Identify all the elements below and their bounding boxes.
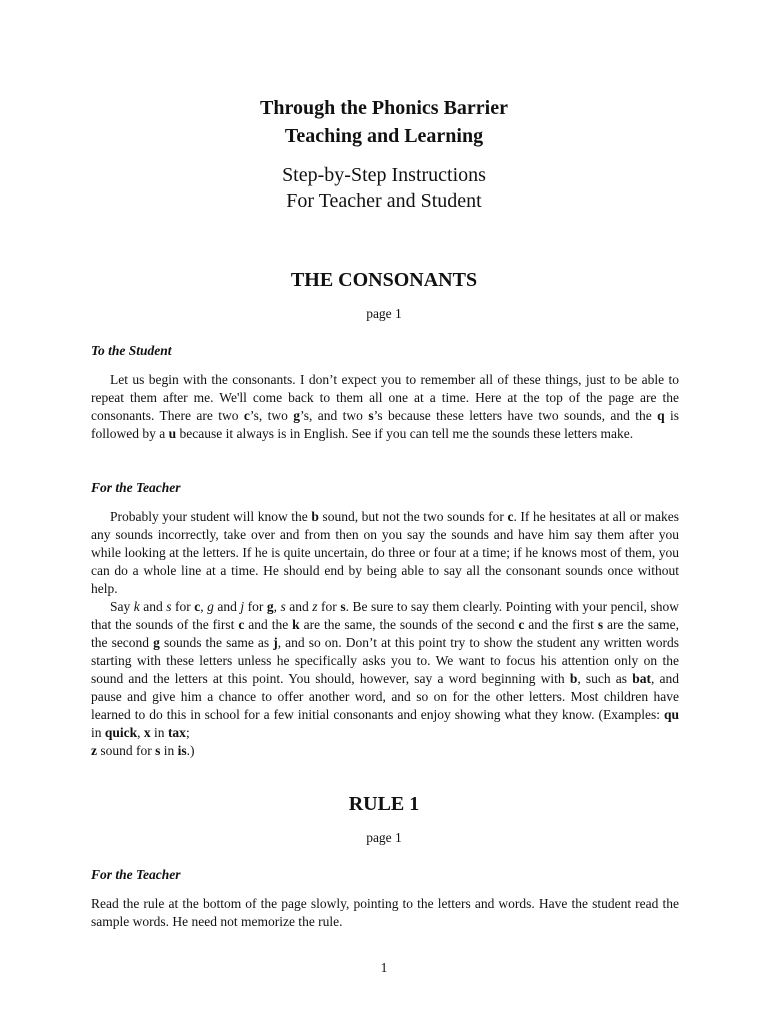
teacher-paragraphs-block bbox=[91, 508, 679, 760]
rule1-heading-block bbox=[0, 793, 768, 816]
consonants-page-ref: page 1 bbox=[366, 306, 402, 321]
student-label-block bbox=[91, 342, 679, 360]
teacher-label-block bbox=[91, 479, 679, 497]
teacher-paragraph-1: Probably your student will know the b sound, but not the two sounds for c. If he hesitates at all or makes any sounds incorrectly, take over and from then on you say the sounds and have him say them after you while looking at the letters. If he is quite uncertain, do three or four at a time; if he knows most of them, you can do a whole line at a time. He should end by being able to say all the consonant sounds once without help. bbox=[91, 509, 679, 596]
rule1-page-ref: page 1 bbox=[366, 830, 402, 845]
rule1-heading: RULE 1 bbox=[348, 793, 420, 815]
rule1-teacher-paragraph: Read the rule at the bottom of the page slowly, pointing to the letters and words. Have the student read the sample words. He need not memorize the rule. bbox=[91, 896, 679, 929]
rule1-page-ref-block bbox=[0, 830, 768, 846]
rule1-teacher-label: For the Teacher bbox=[91, 867, 181, 882]
subtitle-line-1: Step-by-Step Instructions bbox=[282, 164, 486, 186]
student-paragraph: Let us begin with the consonants. I don’t expect you to remember all of these things, just to be able to repeat them after me. We'll come back to them all one at a time. Here at the top of the page are the consonants. There are two c’s, two g’s, and two s’s because these letters have two sounds, and the q is followed by a u because it always is in English. See if you can tell me the sounds these letters make. bbox=[91, 372, 679, 441]
subtitle-line-2: For Teacher and Student bbox=[286, 190, 482, 212]
title-line-2: Teaching and Learning bbox=[284, 125, 484, 147]
student-paragraph-block bbox=[91, 371, 679, 443]
document-subtitle bbox=[0, 162, 768, 214]
consonants-heading-block bbox=[0, 269, 768, 292]
consonants-page-ref-block bbox=[0, 306, 768, 322]
rule1-paragraph-block bbox=[91, 895, 679, 931]
document-title bbox=[0, 94, 768, 150]
teacher-paragraph-2: Say k and s for c, g and j for g, s and z for s. Be sure to say them clearly. Pointing with your pencil, show that the sounds of the first c and the k are the same, the sounds of the second c and the first s are the same, the second g sounds the same as j, and so on. Don’t at this point try to show the student any written words starting with these letters unless he specifically asks you to. We want to focus his attention only on the sound and the letters at this point. You should, however, say a word beginning with b, such as bat, and pause and give him a chance to offer another word, and so on for the other letters. Most children have learned to do this in school for a few initial consonants and enjoy showing what they know. (Examples: qu in quick, x in tax; z sound for s in is.) bbox=[91, 599, 680, 758]
student-label: To the Student bbox=[91, 343, 172, 358]
consonants-heading: THE CONSONANTS bbox=[290, 269, 478, 291]
page-number: 1 bbox=[380, 960, 388, 975]
teacher-label: For the Teacher bbox=[91, 480, 181, 495]
title-line-1: Through the Phonics Barrier bbox=[260, 97, 508, 119]
rule1-teacher-label-block bbox=[91, 866, 679, 884]
